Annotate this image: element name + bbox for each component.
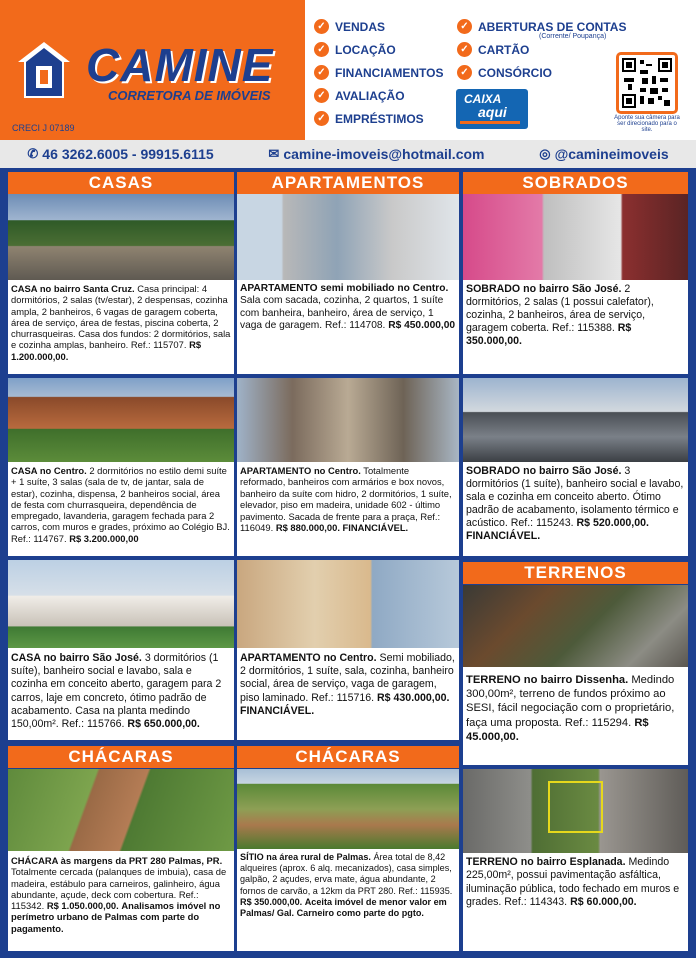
service-cartao: ✓ CARTÃO xyxy=(457,42,529,57)
listing-photo xyxy=(8,769,234,851)
service-aberturas: ✓ ABERTURAS DE CONTAS xyxy=(457,19,626,34)
listing-photo xyxy=(463,194,688,280)
listing-card[interactable] xyxy=(463,769,688,951)
check-icon: ✓ xyxy=(314,65,329,80)
listing-description: CASA no Centro. 2 dormitórios no estilo demi suíte + 1 suíte, 3 salas (sala de tv, de jantar, sala de estar), cozinha, dispensa, 2 banheiros social, área de festa com churrasqueira, dependência de empregado, lavanderia, garagem fechada para 2 carros, com muros e grades, próximo ao Colégio BJ. Ref.: 114767. R$ 3.200.000,00 xyxy=(11,465,230,544)
lot-outline xyxy=(548,781,603,833)
listing-card[interactable] xyxy=(8,378,234,556)
service-aberturas-sub: (Corrente/ Poupança) xyxy=(539,33,607,40)
instagram-icon: ◎ xyxy=(539,146,551,161)
phone-contact[interactable]: ✆ 46 3262.6005 - 99915.6115 xyxy=(27,146,214,162)
listing-card[interactable] xyxy=(8,194,234,374)
listing-price: R$ 430.000,00. FINANCIÁVEL. xyxy=(240,691,450,717)
listing-card[interactable] xyxy=(237,769,459,951)
section-apartamentos: APARTAMENTOS xyxy=(237,172,459,194)
check-icon: ✓ xyxy=(314,42,329,57)
listing-note: Aceita imóvel de menor valor em Palmas/ Gal. Carneiro como parte do pgto. xyxy=(240,896,447,919)
service-emprestimos: ✓ EMPRÉSTIMOS xyxy=(314,111,424,126)
listing-price: R$ 1.200.000,00. xyxy=(11,339,202,362)
check-icon: ✓ xyxy=(457,42,472,57)
check-icon: ✓ xyxy=(457,19,472,34)
listing-description: TERRENO no bairro Dissenha. Medindo 300,00m², terreno de fundos próximo ao SESI, fácil negociação com o proprietário, faça uma proposta. Ref.: 115294. R$ 45.000,00. xyxy=(466,674,675,743)
brand-tagline: CORRETORA DE IMÓVEIS xyxy=(108,88,271,103)
check-icon: ✓ xyxy=(314,19,329,34)
listing-photo xyxy=(8,194,234,280)
listing-photo xyxy=(237,194,459,280)
service-vendas: ✓ VENDAS xyxy=(314,19,385,34)
contact-bar xyxy=(0,140,696,168)
listing-price: R$ 3.200.000,00 xyxy=(69,532,139,544)
listing-description: CHÁCARA às margens da PRT 280 Palmas, PR. Totalmente cercada (palanques de imbuia), casa de madeira, estábulo para carneiros, galinheiro, água abundante, açude, deck com cobertura. Ref.: 115342. R$ 1.050.000,00. Analisamos imóvel no perímetro urbano de Palmas com parte do pagamento. xyxy=(11,855,227,934)
listing-description: TERRENO no bairro Esplanada. Medindo 225,00m², possui pavimentação asfáltica, iluminação pública, todo fechado em muros e grades. Ref.: 114343. R$ 60.000,00. xyxy=(466,856,680,909)
check-icon: ✓ xyxy=(314,111,329,126)
listing-card[interactable] xyxy=(8,560,234,740)
section-terrenos: TERRENOS xyxy=(463,562,688,584)
listing-card[interactable] xyxy=(237,194,459,374)
listing-price: R$ 45.000,00. xyxy=(466,716,649,743)
email-contact[interactable]: ✉ camine-imoveis@hotmail.com xyxy=(268,146,485,162)
listing-description: SÍTIO na área rural de Palmas. Área total de 8,42 alqueires (aprox. 6 alq. mecanizados), casa simples, galpão, 2 açudes, erva mate, água abundante, 2 fornos de carvão, a 12km da PRT 280. Ref.: 115935. R$ 350.000,00. Aceita imóvel de menor valor em Palmas/ Gal. Carneiro como parte do pgto. xyxy=(240,852,453,919)
listing-photo xyxy=(463,378,688,462)
listing-description: APARTAMENTO semi mobiliado no Centro. Sala com sacada, cozinha, 2 quartos, 1 suíte com banheira, banheiro, área de serviço, 1 vaga de garagem. Ref.: 114708. R$ 450.000,00 xyxy=(240,283,456,332)
listing-photo xyxy=(237,560,459,648)
listing-photo xyxy=(463,769,688,853)
listing-price: R$ 520.000,00. FINANCIÁVEL. xyxy=(466,517,649,542)
section-sobrados: SOBRADOS xyxy=(463,172,688,194)
listing-card[interactable] xyxy=(237,560,459,740)
caixa-label: CAIXA xyxy=(464,92,502,106)
listing-card[interactable] xyxy=(463,585,688,765)
service-locacao: ✓ LOCAÇÃO xyxy=(314,42,396,57)
listing-card[interactable] xyxy=(237,378,459,556)
service-avaliacao: ✓ AVALIAÇÃO xyxy=(314,88,405,103)
listing-photo xyxy=(463,585,688,667)
listing-price: R$ 450.000,00 xyxy=(388,320,456,332)
caixa-aqui-logo xyxy=(456,89,528,129)
listing-description: APARTAMENTO no Centro. Totalmente reformado, banheiros com armários e box novos, banheiro da suíte com hidro, 2 dormitórios, 1 suíte, elevador, piso em madeira, unidade 602 - último pavimento. Sacada de frente para a praça, Ref.: 116049. R$ 880.000,00. FINANCIÁVEL. xyxy=(240,465,452,534)
listing-photo xyxy=(237,769,459,849)
brand-panel xyxy=(0,0,305,140)
listing-card[interactable] xyxy=(8,769,234,951)
listing-description: CASA no bairro Santa Cruz. Casa principal: 4 dormitórios, 2 salas (tv/estar), 2 despensas, cozinha ampla, 2 banheiros, 6 vagas de garagem coberta, área de serviço, área de festas, piscina coberta, 2 churrasqueiras. Casa dos fundos: 2 dormitórios, sala e cozinha amplas, banheiro. Ref.: 115707. R$ 1.200.000,00. xyxy=(11,283,231,362)
listing-price: R$ 650.000,00. xyxy=(127,718,200,731)
listing-price: R$ 880.000,00. FINANCIÁVEL. xyxy=(275,522,409,534)
listing-photo xyxy=(8,560,234,648)
listing-note: Analisamos imóvel no perímetro urbano de Palmas com parte do pagamento. xyxy=(11,900,221,934)
brand-name: CAMINE xyxy=(86,39,274,91)
listing-price: R$ 350.000,00. xyxy=(466,322,632,347)
listing-card[interactable] xyxy=(463,378,688,556)
check-icon: ✓ xyxy=(314,88,329,103)
service-consorcio: ✓ CONSÓRCIO xyxy=(457,65,552,80)
qr-caption: Aponte sua câmera para ser direcionado para o site. xyxy=(614,115,680,133)
listing-card[interactable] xyxy=(463,194,688,374)
check-icon: ✓ xyxy=(457,65,472,80)
listing-photo xyxy=(8,378,234,462)
header xyxy=(0,0,696,140)
instagram-contact[interactable]: ◎ @camineimoveis xyxy=(539,146,669,162)
listing-description: SOBRADO no bairro São José. 3 dormitórios (1 suíte), banheiro social e lavabo, sala e cozinha em conceito aberto. Ótimo padrão de acabamento, isolamento térmico e acústico. Ref.: 115243. R$ 520.000,00. FINANCIÁVEL. xyxy=(466,465,684,542)
section-chacaras-1: CHÁCARAS xyxy=(8,746,234,768)
listing-price: R$ 1.050.000,00. xyxy=(46,900,119,912)
listing-description: SOBRADO no bairro São José. 2 dormitórios, 2 salas (1 possui calefator), cozinha, 2 banheiros, área de serviço, garagem coberta. Ref.: 115388. R$ 350.000,00. xyxy=(466,283,654,347)
whatsapp-icon: ✆ xyxy=(27,146,39,161)
section-casas: CASAS xyxy=(8,172,234,194)
listing-description: CASA no bairro São José. 3 dormitórios (1 suíte), banheiro social e lavabo, sala e cozinha em conceito aberto, garagem para 2 carros, laje em concreto, ótimo padrão de acabamento. Casa na planta medindo 150,00m². Ref.: 115766. R$ 650.000,00. xyxy=(11,652,222,731)
house-logo-icon xyxy=(16,40,72,100)
email-icon: ✉ xyxy=(268,146,280,161)
aqui-label: aqui xyxy=(478,104,507,120)
service-financiamentos: ✓ FINANCIAMENTOS xyxy=(314,65,443,80)
listing-photo xyxy=(237,378,459,462)
section-chacaras-2: CHÁCARAS xyxy=(237,746,459,768)
creci-number: CRECI J 07189 xyxy=(12,123,75,133)
listing-price: R$ 350.000,00. xyxy=(240,896,303,907)
listing-description: APARTAMENTO no Centro. Semi mobiliado, 2 dormitórios, 1 suíte, sala, cozinha, banheiro social, área de serviço, vaga de garagem, piso laminado. Ref.: 115716. R$ 430.000,00. FINANCIÁVEL. xyxy=(240,652,455,717)
qr-code-icon[interactable] xyxy=(616,52,678,114)
listing-price: R$ 60.000,00. xyxy=(570,896,637,909)
